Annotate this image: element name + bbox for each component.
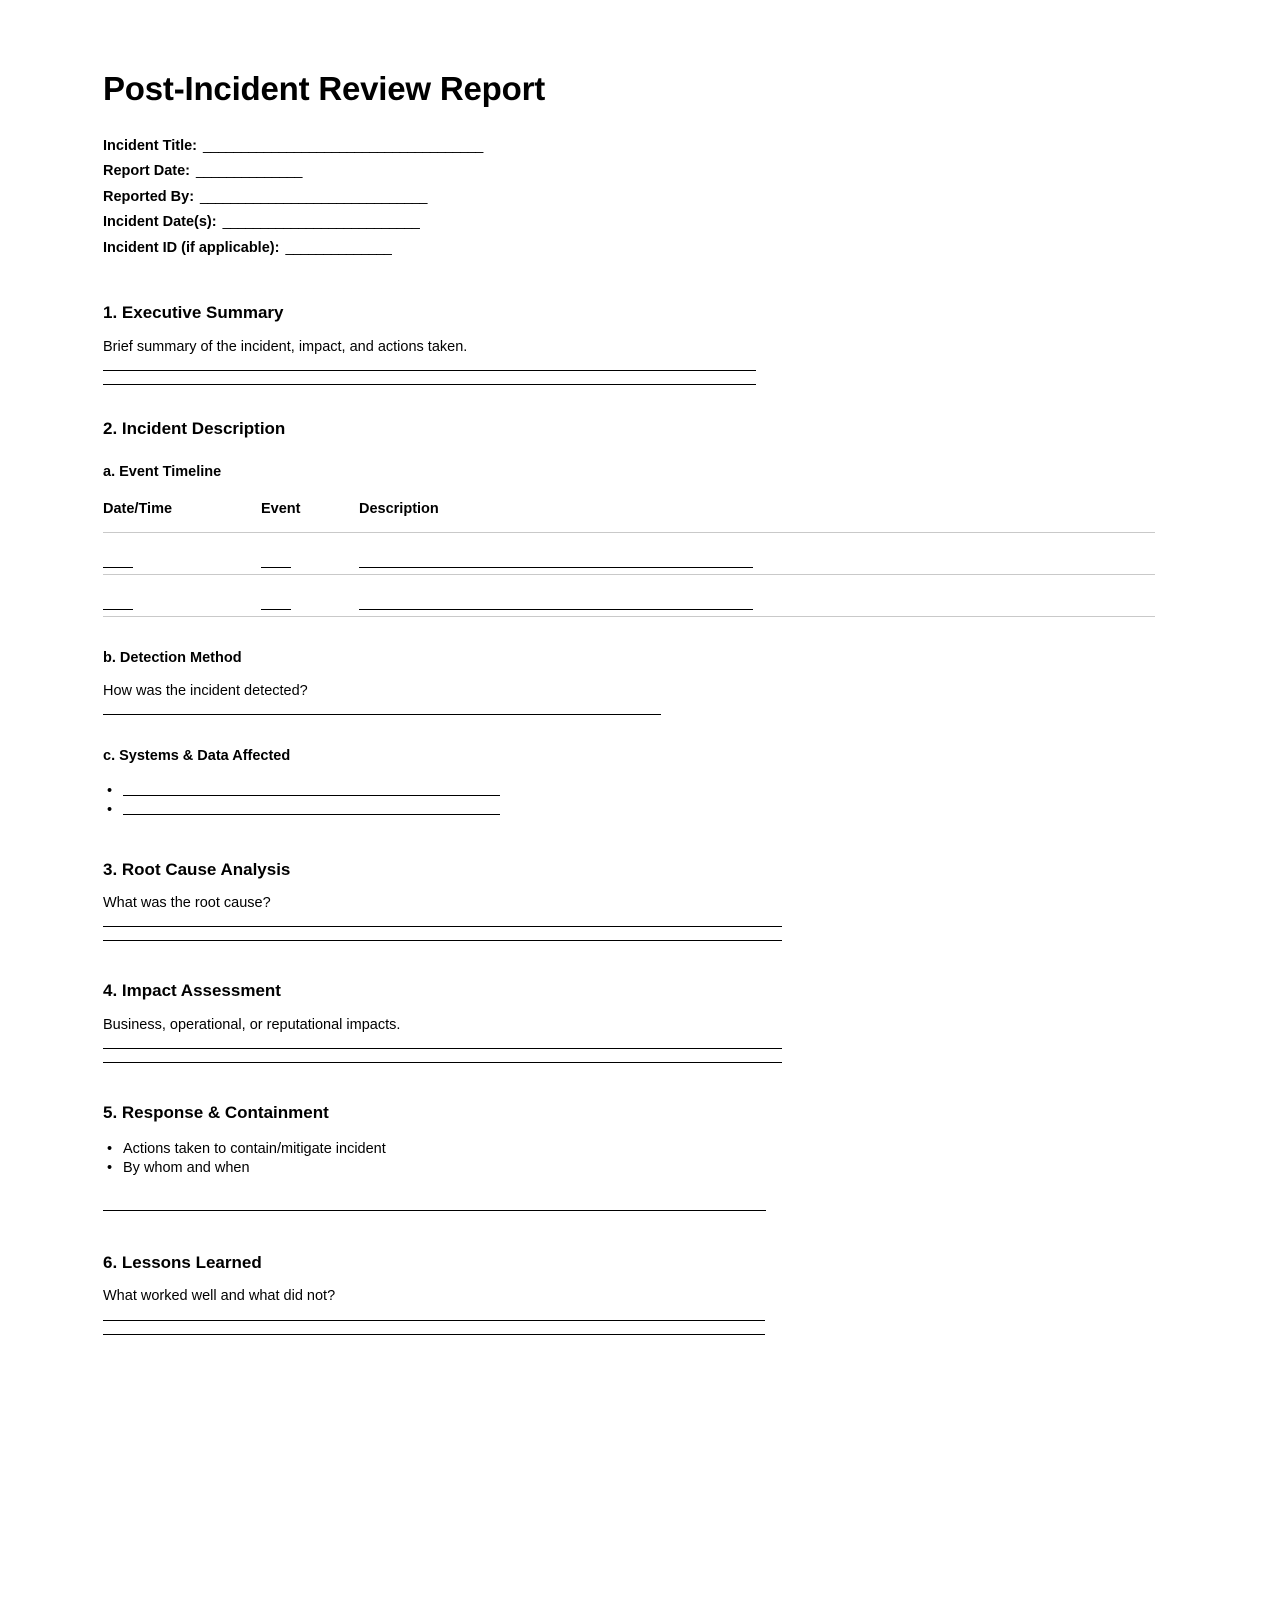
systems-affected-blank-2[interactable]	[123, 801, 500, 815]
field-report-date-label: Report Date:	[103, 163, 191, 180]
section-lessons-learned-prompt: What worked well and what did not?	[103, 1288, 336, 1305]
field-reported-by-label: Reported By:	[103, 188, 195, 205]
section-executive-summary-heading: 1. Executive Summary	[103, 303, 284, 323]
executive-summary-blank-line-2[interactable]	[103, 384, 756, 385]
field-incident-title-label: Incident Title:	[103, 137, 197, 154]
executive-summary-blank-line-1[interactable]	[103, 370, 756, 371]
section-lessons-learned-heading: 6. Lessons Learned	[103, 1252, 262, 1272]
lessons-learned-blank-line-1[interactable]	[103, 1320, 765, 1321]
field-incident-id	[103, 236, 1163, 262]
subsection-detection-method-prompt: How was the incident detected?	[103, 682, 308, 699]
list-item[interactable]	[103, 782, 1163, 801]
datetime-blank[interactable]	[103, 608, 133, 610]
section-impact-assessment	[103, 981, 1163, 1063]
section-response-containment	[103, 1103, 1163, 1210]
cell-description[interactable]	[359, 533, 1155, 575]
field-report-date	[103, 159, 1163, 185]
incident-metadata-fields	[103, 134, 1163, 262]
column-header-event: Event	[261, 501, 359, 533]
section-root-cause-analysis	[103, 860, 1163, 942]
field-incident-dates-blank[interactable]: __________________________	[222, 214, 420, 231]
root-cause-blank-line-1[interactable]	[103, 926, 782, 927]
field-reported-by-blank[interactable]: ______________________________	[200, 188, 427, 205]
lessons-learned-blank-line-2[interactable]	[103, 1334, 765, 1335]
field-incident-title	[103, 134, 1163, 160]
root-cause-blank-line-2[interactable]	[103, 940, 782, 941]
column-header-description: Description	[359, 501, 1155, 533]
event-blank[interactable]	[261, 566, 291, 568]
table-header-row	[103, 501, 1155, 533]
section-root-cause-analysis-heading: 3. Root Cause Analysis	[103, 859, 291, 879]
subsection-event-timeline-heading: a. Event Timeline	[103, 463, 222, 480]
cell-datetime[interactable]	[103, 575, 261, 617]
column-header-datetime: Date/Time	[103, 501, 261, 533]
section-incident-description-heading: 2. Incident Description	[103, 419, 286, 439]
field-report-date-blank[interactable]: ______________	[196, 163, 302, 180]
field-incident-dates	[103, 210, 1163, 236]
description-blank[interactable]	[359, 566, 753, 568]
subsection-systems-affected-heading: c. Systems & Data Affected	[103, 748, 291, 765]
cell-event[interactable]	[261, 533, 359, 575]
subsection-systems-affected	[103, 748, 1163, 819]
response-containment-bullet-list	[103, 1140, 1163, 1178]
subsection-detection-method-heading: b. Detection Method	[103, 650, 242, 667]
cell-event[interactable]	[261, 575, 359, 617]
field-incident-dates-label: Incident Date(s):	[103, 214, 217, 231]
systems-affected-bullet-list	[103, 782, 1163, 820]
page-title: Post-Incident Review Report	[103, 70, 546, 107]
cell-description[interactable]	[359, 575, 1155, 617]
event-timeline-table	[103, 501, 1155, 617]
list-item: • By whom and when	[103, 1159, 1163, 1178]
section-impact-assessment-heading: 4. Impact Assessment	[103, 981, 281, 1001]
field-incident-title-blank[interactable]: _____________________________________	[203, 137, 483, 154]
section-lessons-learned	[103, 1253, 1163, 1335]
impact-assessment-blank-line-2[interactable]	[103, 1062, 782, 1063]
event-blank[interactable]	[261, 608, 291, 610]
section-root-cause-analysis-prompt: What was the root cause?	[103, 894, 271, 911]
description-blank[interactable]	[359, 608, 753, 610]
section-incident-description	[103, 419, 1163, 819]
cell-datetime[interactable]	[103, 533, 261, 575]
field-reported-by	[103, 185, 1163, 211]
section-executive-summary	[103, 303, 1163, 385]
response-containment-blank-line-1[interactable]	[103, 1210, 766, 1211]
list-item[interactable]	[103, 801, 1163, 820]
section-response-containment-heading: 5. Response & Containment	[103, 1103, 329, 1123]
section-impact-assessment-prompt: Business, operational, or reputational impacts.	[103, 1016, 401, 1033]
detection-method-blank-line-1[interactable]	[103, 714, 661, 715]
datetime-blank[interactable]	[103, 566, 133, 568]
table-row	[103, 575, 1155, 617]
list-item: • Actions taken to contain/mitigate incident	[103, 1140, 1163, 1159]
systems-affected-blank-1[interactable]	[123, 782, 500, 796]
section-executive-summary-prompt: Brief summary of the incident, impact, and actions taken.	[103, 338, 468, 355]
field-incident-id-label: Incident ID (if applicable):	[103, 239, 280, 256]
subsection-detection-method	[103, 650, 1163, 715]
table-row	[103, 533, 1155, 575]
impact-assessment-blank-line-1[interactable]	[103, 1048, 782, 1049]
field-incident-id-blank[interactable]: ______________	[285, 239, 392, 256]
